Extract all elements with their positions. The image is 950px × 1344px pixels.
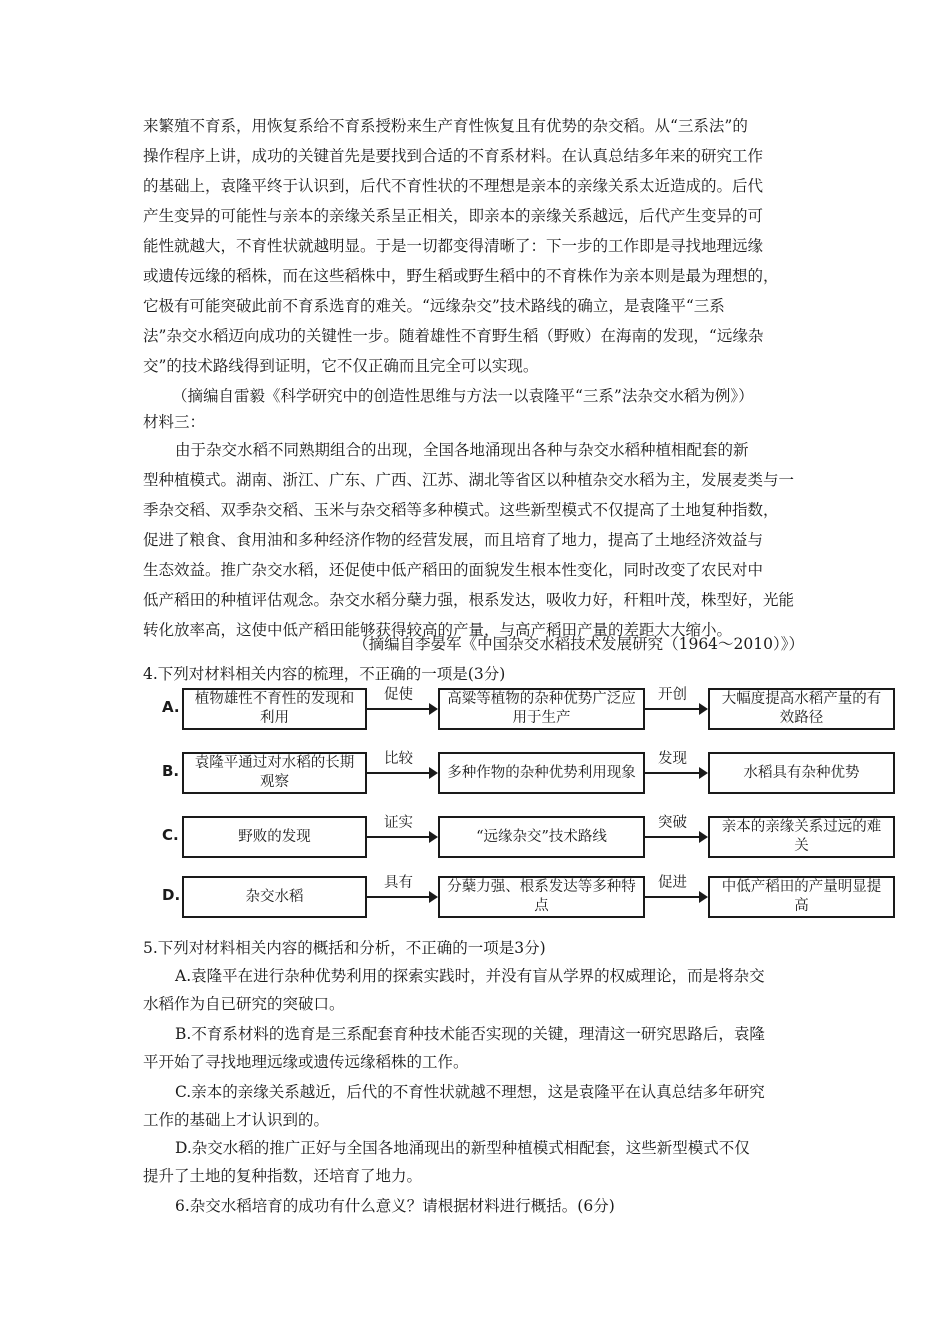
- arrow-shaft: [367, 836, 431, 838]
- diagram-row-c: [160, 814, 882, 860]
- flow-box-cause: 袁隆平通过对水稻的长期观察: [182, 752, 367, 794]
- flow-box-result: 水稻具有杂种优势: [708, 752, 895, 794]
- arrow-head-icon: [699, 767, 708, 779]
- material2-line: 交”的技术路线得到证明，它不仅正确而且完全可以实现。: [143, 357, 539, 375]
- flow-box-cause: 植物雄性不育性的发现和利用: [182, 688, 367, 730]
- question-5-stem: 5.下列对材料相关内容的概括和分析，不正确的一项是3分): [143, 939, 546, 957]
- arrow-label: 具有: [384, 875, 413, 891]
- material3-line: 由于杂交水稻不同熟期组合的出现，全国各地涌现出各种与杂交水稻种植相配套的新: [175, 441, 749, 459]
- arrow-head-icon: [429, 767, 438, 779]
- flow-arrow: [367, 750, 438, 796]
- flow-arrow: [645, 814, 708, 860]
- question-6-stem: 6.杂交水稻培育的成功有什么意义？请根据材料进行概括。(6分): [175, 1197, 615, 1215]
- option-label: D.: [162, 886, 181, 904]
- flow-box-middle: 多种作物的杂种优势利用现象: [438, 752, 645, 794]
- option-a-line: 水稻作为自已研究的突破口。: [143, 995, 345, 1013]
- question-4-stem: 4.下列对材料相关内容的梳理，不正确的一项是(3分): [143, 665, 506, 683]
- material3-line: 生态效益。推广杂交水稻，还促使中低产稻田的面貌发生根本性变化，同时改变了农民对中: [143, 561, 764, 579]
- diagram-row-b: [160, 750, 860, 796]
- material2-line: 产生变异的可能性与亲本的亲缘关系呈正相关，即亲本的亲缘关系越远，后代产生变异的可: [143, 207, 764, 225]
- option-d-line: 提升了土地的复种指数，还培育了地力。: [143, 1167, 423, 1185]
- flow-arrow: [645, 686, 708, 732]
- flow-arrow: [645, 874, 708, 920]
- arrow-head-icon: [699, 703, 708, 715]
- option-b-line: B.不育系材料的选育是三系配套育种技术能否实现的关键，理清这一研究思路后，袁隆: [175, 1025, 765, 1043]
- material2-line: 或遗传远缘的稻株，而在这些稻株中，野生稻或野生稻中的不育株作为亲本则是最为理想的，: [143, 267, 779, 285]
- arrow-head-icon: [699, 831, 708, 843]
- diagram-row-d: [160, 874, 882, 920]
- arrow-label: 证实: [384, 815, 413, 831]
- arrow-label: 开创: [658, 687, 687, 703]
- flow-box-cause: 杂交水稻: [182, 876, 367, 918]
- arrow-shaft: [645, 836, 701, 838]
- flow-arrow: [367, 814, 438, 860]
- flow-box-cause: 野败的发现: [182, 816, 367, 858]
- arrow-label: 比较: [384, 751, 413, 767]
- arrow-shaft: [645, 772, 701, 774]
- flow-box-middle: “远缘杂交”技术路线: [438, 816, 645, 858]
- option-d-line: D.杂交水稻的推广正好与全国各地涌现出的新型种植模式相配套，这些新型模式不仅: [175, 1139, 750, 1157]
- flow-box-middle: 分蘖力强、根系发达等多种特点: [438, 876, 645, 918]
- flow-arrow: [645, 750, 708, 796]
- material3-line: 低产稻田的种植评估观念。杂交水稻分蘖力强，根系发达，吸收力好，秆粗叶茂，株型好，光能: [143, 591, 795, 609]
- material3-line: 促进了粮食、食用油和多种经济作物的经营发展，而且培育了地力，提高了土地经济效益与: [143, 531, 764, 549]
- material3-title: 材料三：: [143, 413, 206, 431]
- material2-line: 它极有可能突破此前不育系选育的难关。“远缘杂交”技术路线的确立，是袁隆平“三系: [143, 297, 725, 315]
- option-b-line: 平开始了寻找地理远缘或遗传远缘稻株的工作。: [143, 1053, 469, 1071]
- material3-line: 季杂交稻、双季杂交稻、玉米与杂交稻等多种模式。这些新型模式不仅提高了土地复种指数，: [143, 501, 779, 519]
- material3-line: 型种植模式。湖南、浙江、广东、广西、江苏、湖北等省区以种植杂交水稻为主，发展麦类与一: [143, 471, 795, 489]
- flow-box-result: 亲本的亲缘关系过远的难关: [708, 816, 895, 858]
- flow-box-result: 中低产稻田的产量明显提高: [708, 876, 895, 918]
- question-4-diagram: [160, 686, 882, 922]
- option-c-line: 工作的基础上才认识到的。: [143, 1111, 330, 1129]
- material2-line: 操作程序上讲，成功的关键首先是要找到合适的不育系材料。在认真总结多年来的研究工作: [143, 147, 764, 165]
- material3-source: （摘编自李晏军《中国杂交水稻技术发展研究（1964～2010）》）: [353, 635, 804, 653]
- material2-line: 法”杂交水稻迈向成功的关键性一步。随着雄性不育野生稻（野败）在海南的发现，“远缘杂: [143, 327, 764, 345]
- material2-line: 来繁殖不育系，用恢复系给不育系授粉来生产育性恢复且有优势的杂交稻。从“三系法”的: [143, 117, 748, 135]
- arrow-shaft: [645, 708, 701, 710]
- arrow-shaft: [645, 896, 701, 898]
- diagram-row-a: [160, 686, 882, 732]
- arrow-shaft: [367, 708, 431, 710]
- flow-arrow: [367, 686, 438, 732]
- material2-source: （摘编自雷毅《科学研究中的创造性思维与方法一以袁隆平“三系”法杂交水稻为例》）: [172, 387, 754, 405]
- arrow-head-icon: [429, 703, 438, 715]
- arrow-label: 突破: [658, 815, 687, 831]
- arrow-shaft: [367, 896, 431, 898]
- option-label: C.: [162, 826, 179, 844]
- arrow-label: 发现: [658, 751, 687, 767]
- option-c-line: C.亲本的亲缘关系越近，后代的不育性状就越不理想，这是袁隆平在认真总结多年研究: [175, 1083, 765, 1101]
- flow-arrow: [367, 874, 438, 920]
- arrow-head-icon: [429, 831, 438, 843]
- material2-line: 的基础上，袁隆平终于认识到，后代不育性状的不理想是亲本的亲缘关系太近造成的。后代: [143, 177, 764, 195]
- option-a-line: A.袁隆平在进行杂种优势利用的探索实践时，并没有盲从学界的权威理论，而是将杂交: [175, 967, 765, 985]
- arrow-label: 促使: [384, 687, 413, 703]
- flow-box-result: 大幅度提高水稻产量的有效路径: [708, 688, 895, 730]
- arrow-label: 促进: [658, 875, 687, 891]
- arrow-head-icon: [699, 891, 708, 903]
- material3-line: 转化放率高，这使中低产稻田能够获得较高的产量，与高产稻田产量的差距大大缩小。: [143, 621, 733, 639]
- arrow-head-icon: [429, 891, 438, 903]
- flow-box-middle: 高粱等植物的杂种优势广泛应用于生产: [438, 688, 645, 730]
- material2-line: 能性就越大，不育性状就越明显。于是一切都变得清晰了：下一步的工作即是寻找地理远缘: [143, 237, 764, 255]
- arrow-shaft: [367, 772, 431, 774]
- option-label: A.: [162, 698, 180, 716]
- option-label: B.: [162, 762, 180, 780]
